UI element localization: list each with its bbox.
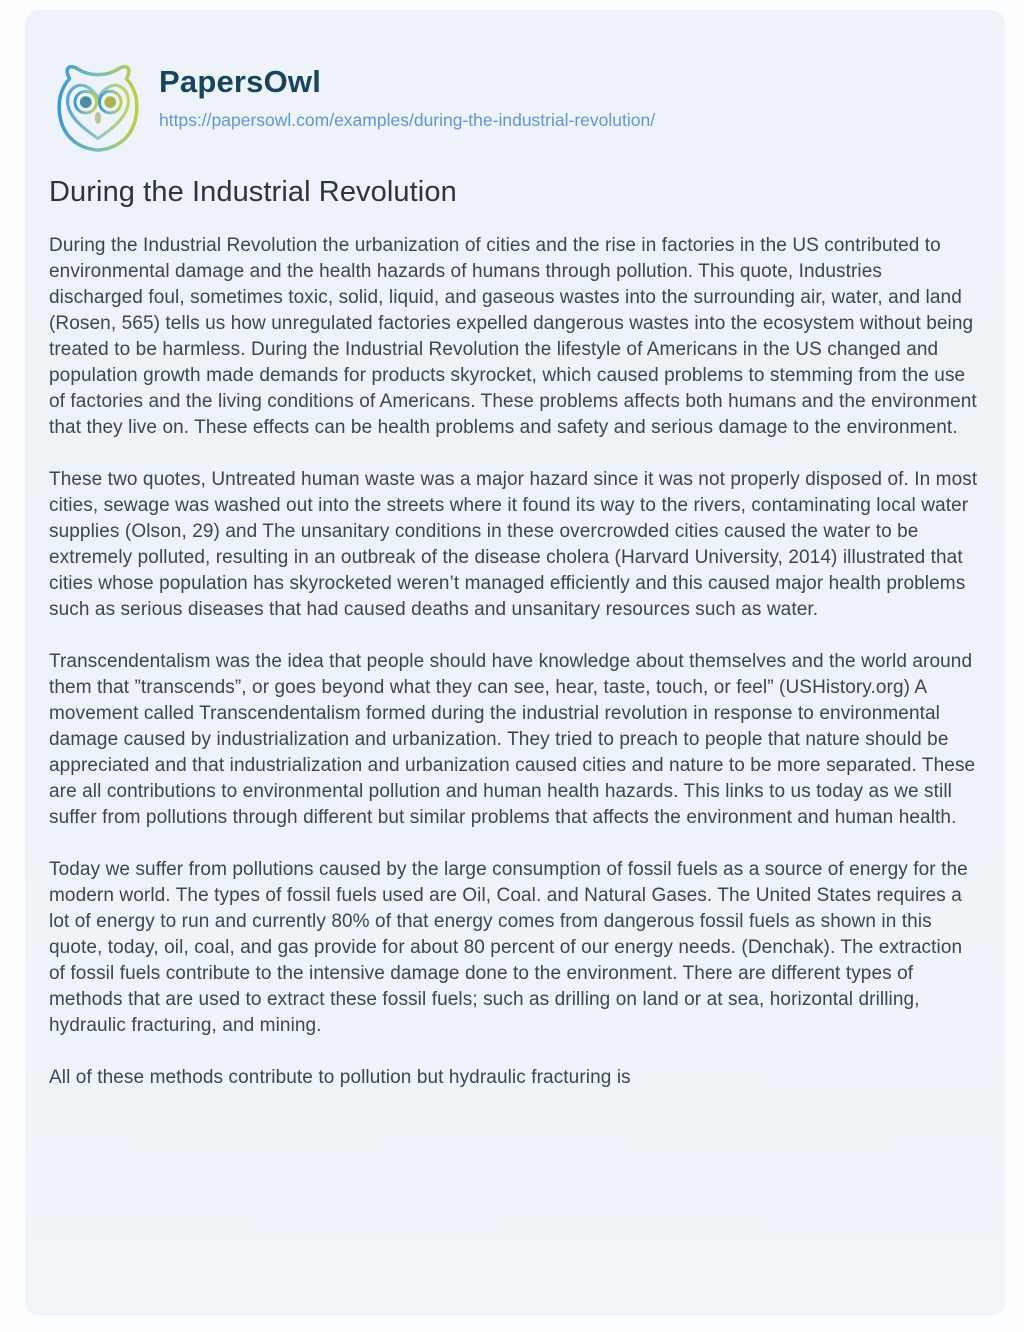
article-paragraph: During the Industrial Revolution the urbanization of cities and the rise in factories in the US contributed to environmental damage and the health hazards of humans through pollution. This quote, Industries discharged foul, sometimes toxic, solid, liquid, and gaseous wastes into the surrounding air, water, and land (Rosen, 565) tells us how unregulated factories expelled dangerous wastes into the ecosystem without being treated to be harmless. During the Industrial Revolution the lifestyle of Americans in the US changed and population growth made demands for products skyrocket, which caused problems to stemming from the use of factories and the living conditions of Americans. These problems affects both humans and the environment that they live on. These effects can be health problems and safety and serious damage to the environment.: [49, 235, 977, 438]
owl-right-eye: [104, 96, 116, 108]
owl-logo-icon[interactable]: [49, 60, 147, 158]
article-paragraph: These two quotes, Untreated human waste was a major hazard since it was not properly disposed of. In most cities, sewage was washed out into the streets where it found its way to the rivers, contaminating local water supplies (Olson, 29) and The unsanitary conditions in these overcrowded cities caused the water to be extremely polluted, resulting in an outbreak of the disease cholera (Harvard University, 2014) illustrated that cities whose population has skyrocketed weren’t managed efficiently and this caused major health problems such as serious diseases that had caused deaths and unsanitary resources such as water.: [49, 469, 978, 620]
header-text-block: [159, 60, 655, 131]
source-url-link[interactable]: https://papersowl.com/examples/during-the-industrial-revolution/: [159, 109, 656, 130]
owl-face-outline: [68, 85, 129, 138]
article-body: [49, 233, 981, 1091]
page-title: During the Industrial Revolution: [49, 176, 457, 208]
owl-beak: [95, 112, 101, 124]
article-paragraph: All of these methods contribute to pollution but hydraulic fracturing is: [49, 1067, 631, 1088]
article-paragraph: Today we suffer from pollutions caused by the large consumption of fossil fuels as a source of energy for the modern world. The types of fossil fuels used are Oil, Coal. and Natural Gases. The United States requires a lot of energy to run and currently 80% of that energy comes from dangerous fossil fuels as shown in this quote, today, oil, coal, and gas provide for about 80 percent of our energy needs. (Denchak). The extraction of fossil fuels contribute to the intensive damage done to the environment. There are different types of methods that are used to extract these fossil fuels; such as drilling on land or at sea, horizontal drilling, hydraulic fracturing, and mining.: [49, 859, 968, 1036]
site-header: [49, 60, 981, 158]
content-card: [25, 10, 1005, 1316]
brand-name: PapersOwl: [159, 64, 322, 99]
owl-left-eye: [80, 96, 92, 108]
article-paragraph: Transcendentalism was the idea that people should have knowledge about themselves and the world around them that ”transcends”, or goes beyond what they can see, hear, taste, touch, or feel” (USHistory.org) A movement called Transcendentalism formed during the industrial revolution in response to environmental damage caused by industrialization and urbanization. They tried to preach to people that nature should be appreciated and that industrialization and urbanization caused cities and nature to be more separated. These are all contributions to environmental pollution and human health hazards. This links to us today as we still suffer from pollutions through different but similar problems that affects the environment and human health.: [49, 651, 976, 828]
